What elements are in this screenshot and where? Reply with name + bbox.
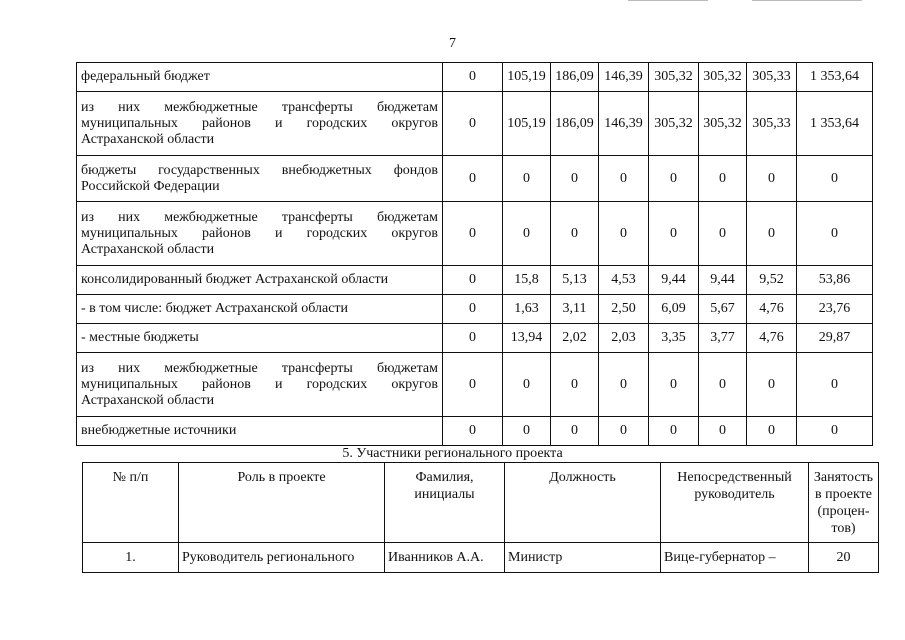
- budget-value-cell: 146,39: [599, 63, 649, 92]
- budget-value-cell: 105,19: [503, 63, 551, 92]
- budget-value-cell: 1,63: [503, 295, 551, 324]
- budget-value-cell: 0: [797, 202, 873, 266]
- budget-value-cell: 0: [747, 202, 797, 266]
- budget-row-label: консолидированный бюджет Астраханской области: [77, 266, 443, 295]
- budget-value-cell: 0: [599, 353, 649, 417]
- budget-row: [77, 353, 873, 417]
- budget-row-label: бюджеты государственных внебюджетных фондов Российской Федерации: [77, 156, 443, 202]
- budget-value-cell: 0: [443, 266, 503, 295]
- budget-value-cell: 0: [551, 417, 599, 446]
- budget-row-label: - в том числе: бюджет Астраханской области: [77, 295, 443, 324]
- budget-row-label: федеральный бюджет: [77, 63, 443, 92]
- budget-value-cell: 0: [649, 156, 699, 202]
- budget-row-label: - местные бюджеты: [77, 324, 443, 353]
- budget-value-cell: 0: [747, 353, 797, 417]
- budget-value-cell: 0: [443, 324, 503, 353]
- budget-row: [77, 266, 873, 295]
- budget-row: [77, 417, 873, 446]
- budget-value-cell: 23,76: [797, 295, 873, 324]
- participant-name-cell: Иванников А.А.: [385, 543, 505, 573]
- budget-value-cell: 0: [599, 202, 649, 266]
- budget-row: [77, 295, 873, 324]
- budget-value-cell: 0: [503, 353, 551, 417]
- budget-value-cell: 0: [503, 156, 551, 202]
- budget-value-cell: 9,44: [649, 266, 699, 295]
- budget-value-cell: 0: [699, 156, 747, 202]
- budget-value-cell: 0: [599, 417, 649, 446]
- budget-value-cell: 0: [699, 417, 747, 446]
- budget-value-cell: 0: [797, 353, 873, 417]
- budget-value-cell: 305,33: [747, 92, 797, 156]
- budget-row-label: внебюджетные источники: [77, 417, 443, 446]
- budget-value-cell: 0: [443, 295, 503, 324]
- budget-value-cell: 0: [503, 202, 551, 266]
- budget-row-label: из них межбюджетные трансферты бюджетам муниципальных районов и городских округов Астраханской области: [77, 353, 443, 417]
- header-position: Должность: [505, 463, 661, 543]
- top-edge-marks: [620, 0, 880, 4]
- header-name: Фамилия, инициалы: [385, 463, 505, 543]
- budget-value-cell: 3,11: [551, 295, 599, 324]
- budget-value-cell: 5,13: [551, 266, 599, 295]
- budget-value-cell: 0: [443, 156, 503, 202]
- budget-value-cell: 0: [443, 202, 503, 266]
- budget-table: [76, 62, 873, 446]
- header-supervisor: Непосредственный руководитель: [661, 463, 809, 543]
- budget-value-cell: 0: [797, 417, 873, 446]
- budget-value-cell: 305,32: [699, 63, 747, 92]
- budget-row: [77, 92, 873, 156]
- budget-value-cell: 146,39: [599, 92, 649, 156]
- budget-row: [77, 324, 873, 353]
- participant-supervisor-cell: Вице-губернатор –: [661, 543, 809, 573]
- participants-section-title: 5. Участники регионального проекта: [342, 446, 563, 461]
- participant-role-cell: Руководитель регионального: [179, 543, 385, 573]
- page-number: 7: [449, 36, 456, 51]
- header-role: Роль в проекте: [179, 463, 385, 543]
- participant-position-cell: Министр: [505, 543, 661, 573]
- budget-value-cell: 0: [649, 202, 699, 266]
- participant-row: [83, 543, 879, 573]
- header-num: № п/п: [83, 463, 179, 543]
- participant-occupancy-cell: 20: [809, 543, 879, 573]
- budget-row: [77, 202, 873, 266]
- budget-value-cell: 6,09: [649, 295, 699, 324]
- budget-value-cell: 0: [747, 417, 797, 446]
- budget-value-cell: 305,33: [747, 63, 797, 92]
- header-occupancy: Занятость в проекте (процен-тов): [809, 463, 879, 543]
- budget-value-cell: 0: [443, 63, 503, 92]
- budget-value-cell: 0: [649, 353, 699, 417]
- budget-row: [77, 63, 873, 92]
- budget-value-cell: 305,32: [649, 63, 699, 92]
- budget-value-cell: 0: [699, 353, 747, 417]
- budget-value-cell: 0: [747, 156, 797, 202]
- budget-value-cell: 0: [797, 156, 873, 202]
- budget-value-cell: 4,76: [747, 295, 797, 324]
- budget-row-label: из них межбюджетные трансферты бюджетам муниципальных районов и городских округов Астраханской области: [77, 202, 443, 266]
- budget-value-cell: 1 353,64: [797, 92, 873, 156]
- budget-value-cell: 0: [649, 417, 699, 446]
- budget-value-cell: 2,03: [599, 324, 649, 353]
- budget-value-cell: 29,87: [797, 324, 873, 353]
- budget-value-cell: 1 353,64: [797, 63, 873, 92]
- participant-num-cell: 1.: [83, 543, 179, 573]
- budget-row: [77, 156, 873, 202]
- budget-value-cell: 15,8: [503, 266, 551, 295]
- budget-value-cell: 0: [443, 417, 503, 446]
- budget-value-cell: 2,50: [599, 295, 649, 324]
- budget-value-cell: 5,67: [699, 295, 747, 324]
- budget-value-cell: 0: [443, 353, 503, 417]
- budget-value-cell: 9,52: [747, 266, 797, 295]
- budget-value-cell: 0: [599, 156, 649, 202]
- budget-value-cell: 9,44: [699, 266, 747, 295]
- budget-value-cell: 0: [551, 156, 599, 202]
- participants-header-row: [83, 463, 879, 543]
- budget-row-label: из них межбюджетные трансферты бюджетам муниципальных районов и городских округов Астраханской области: [77, 92, 443, 156]
- budget-value-cell: 13,94: [503, 324, 551, 353]
- budget-value-cell: 305,32: [699, 92, 747, 156]
- budget-value-cell: 0: [551, 353, 599, 417]
- budget-value-cell: 3,35: [649, 324, 699, 353]
- budget-value-cell: 53,86: [797, 266, 873, 295]
- budget-value-cell: 305,32: [649, 92, 699, 156]
- budget-value-cell: 0: [503, 417, 551, 446]
- budget-value-cell: 105,19: [503, 92, 551, 156]
- budget-value-cell: 0: [551, 202, 599, 266]
- budget-value-cell: 0: [443, 92, 503, 156]
- budget-value-cell: 186,09: [551, 63, 599, 92]
- budget-value-cell: 186,09: [551, 92, 599, 156]
- budget-value-cell: 2,02: [551, 324, 599, 353]
- participants-table: [82, 462, 879, 573]
- budget-value-cell: 3,77: [699, 324, 747, 353]
- budget-value-cell: 0: [699, 202, 747, 266]
- budget-value-cell: 4,76: [747, 324, 797, 353]
- budget-value-cell: 4,53: [599, 266, 649, 295]
